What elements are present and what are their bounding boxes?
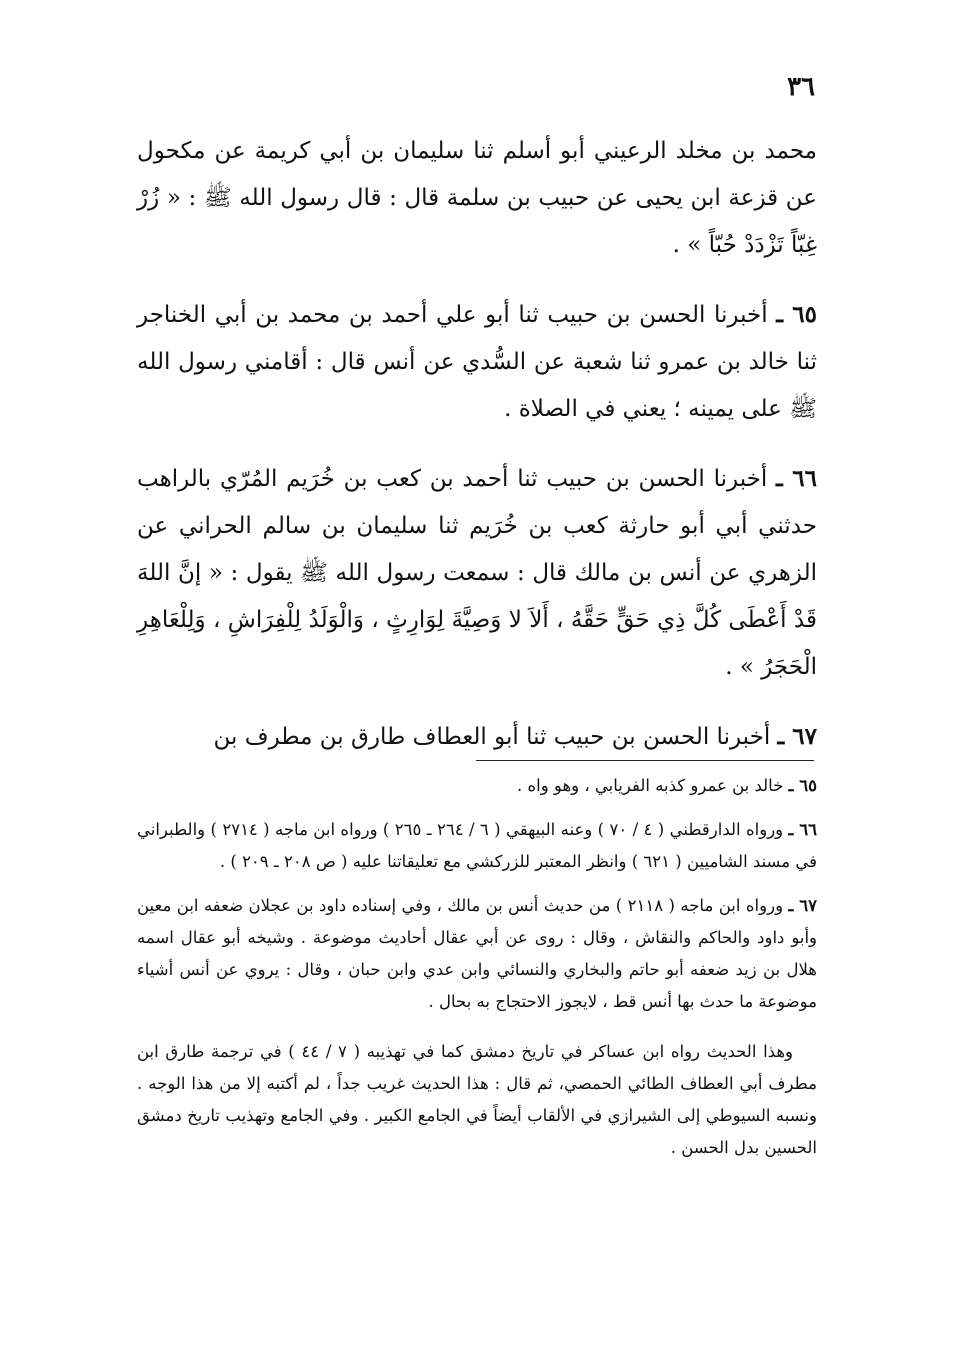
hadith-67	[137, 713, 817, 761]
footnote-continuation: وهذا الحديث رواه ابن عساكر في تاريخ دمشق كما في تهذيبه ( ٧ / ٤٤ ) في ترجمة طارق ابن مطرف أبي العطاف الطائي الحمصي، ثم قال : هذا الحديث غريب جداً ، لم أكتبه إلا من هذا الوجه . ونسبه السيوطي إلى الشيرازي في الألقاب أيضاً في الجامع الكبير . وفي الجامع وتهذيب تاريخ دمشق الحسين بدل الحسن .	[137, 1042, 817, 1157]
footnote-67	[137, 890, 817, 1018]
footnote-text: ورواه الدارقطني ( ٤ / ٧٠ ) وعنه البيهقي ( ٦ / ٢٦٤ ـ ٢٦٥ ) ورواه ابن ماجه ( ٢٧١٤ ) والطبراني في مسند الشاميين ( ٦٢١ ) وانظر المعتبر للزركشي مع تعليقاتنا عليه ( ص ٢٠٨ ـ ٢٠٩ ) .	[137, 820, 817, 871]
footnote-number: ٦٦ ـ	[788, 820, 817, 839]
hadith-66	[137, 455, 817, 691]
footnote-text: ورواه ابن ماجه ( ٢١١٨ ) من حديث أنس بن مالك ، وفي إسناده داود بن عجلان ضعفه ابن معين وأبو داود والحاكم والنقاش ، وقال : روى عن أبي عقال أحاديث موضوعة . وشيخه أبو عقال اسمه هلال بن زيد ضعفه أبو حاتم والبخاري والنسائي وابن عدي وابن حبان ، وقال : يروي عن أنس أشياء موضوعة ما حدث بها أنس قط ، لايجوز الاحتجاج به بحال .	[137, 896, 818, 1011]
hadith-number: ٦٦ ـ	[776, 465, 817, 492]
footnote-66	[137, 814, 817, 878]
paragraph	[137, 128, 817, 269]
footnote-number: ٦٧ ـ	[788, 896, 817, 915]
paragraph-text: أخبرنا الحسن بن حبيب ثنا أبو علي أحمد بن محمد بن أبي الخناجر ثنا خالد بن عمرو ثنا شعبة عن السُّدي عن أنس قال : أقامني رسول الله ﷺ على يمينه ؛ يعني في الصلاة .	[137, 302, 817, 422]
footnote-number: ٦٥ ـ	[788, 776, 817, 795]
footnote-65	[137, 770, 817, 802]
footnotes	[137, 770, 817, 1176]
hadith-number: ٦٧ ـ	[777, 723, 817, 750]
paragraph-text: أخبرنا الحسن بن حبيب ثنا أبو العطاف طارق بن مطرف بن	[213, 724, 771, 750]
footnote-divider	[476, 760, 814, 761]
paragraph-text: أخبرنا الحسن بن حبيب ثنا أحمد بن كعب بن خُرَيم المُرّي بالراهب حدثني أبي أبو حارثة كعب بن خُرَيم ثنا سليمان بن سالم الحراني عن الزهري عن أنس بن مالك قال : سمعت رسول الله ﷺ يقول : « إنَّ اللهَ قَدْ أَعْطَى كُلَّ ذِي حَقٍّ حَقَّهُ ، أَلاَ لا وَصِيَّةَ لِوَارِثٍ ، وَالْوَلَدُ لِلْفِرَاشِ ، وَلِلْعَاهِرِ الْحَجَرُ » .	[137, 466, 817, 680]
hadith-65	[137, 291, 817, 433]
paragraph-text: محمد بن مخلد الرعيني أبو أسلم ثنا سليمان بن أبي كريمة عن مكحول عن قزعة ابن يحيى عن حبيب بن سلمة قال : قال رسول الله ﷺ : « زُرْ غِبّاً تَزْدَدْ حُبّاً » .	[137, 138, 817, 258]
main-text	[137, 128, 817, 783]
page-number: ٣٦	[787, 72, 815, 102]
footnote-text: خالد بن عمرو كذبه الفريابي ، وهو واه .	[516, 776, 784, 795]
hadith-number: ٦٥ ـ	[776, 301, 818, 328]
